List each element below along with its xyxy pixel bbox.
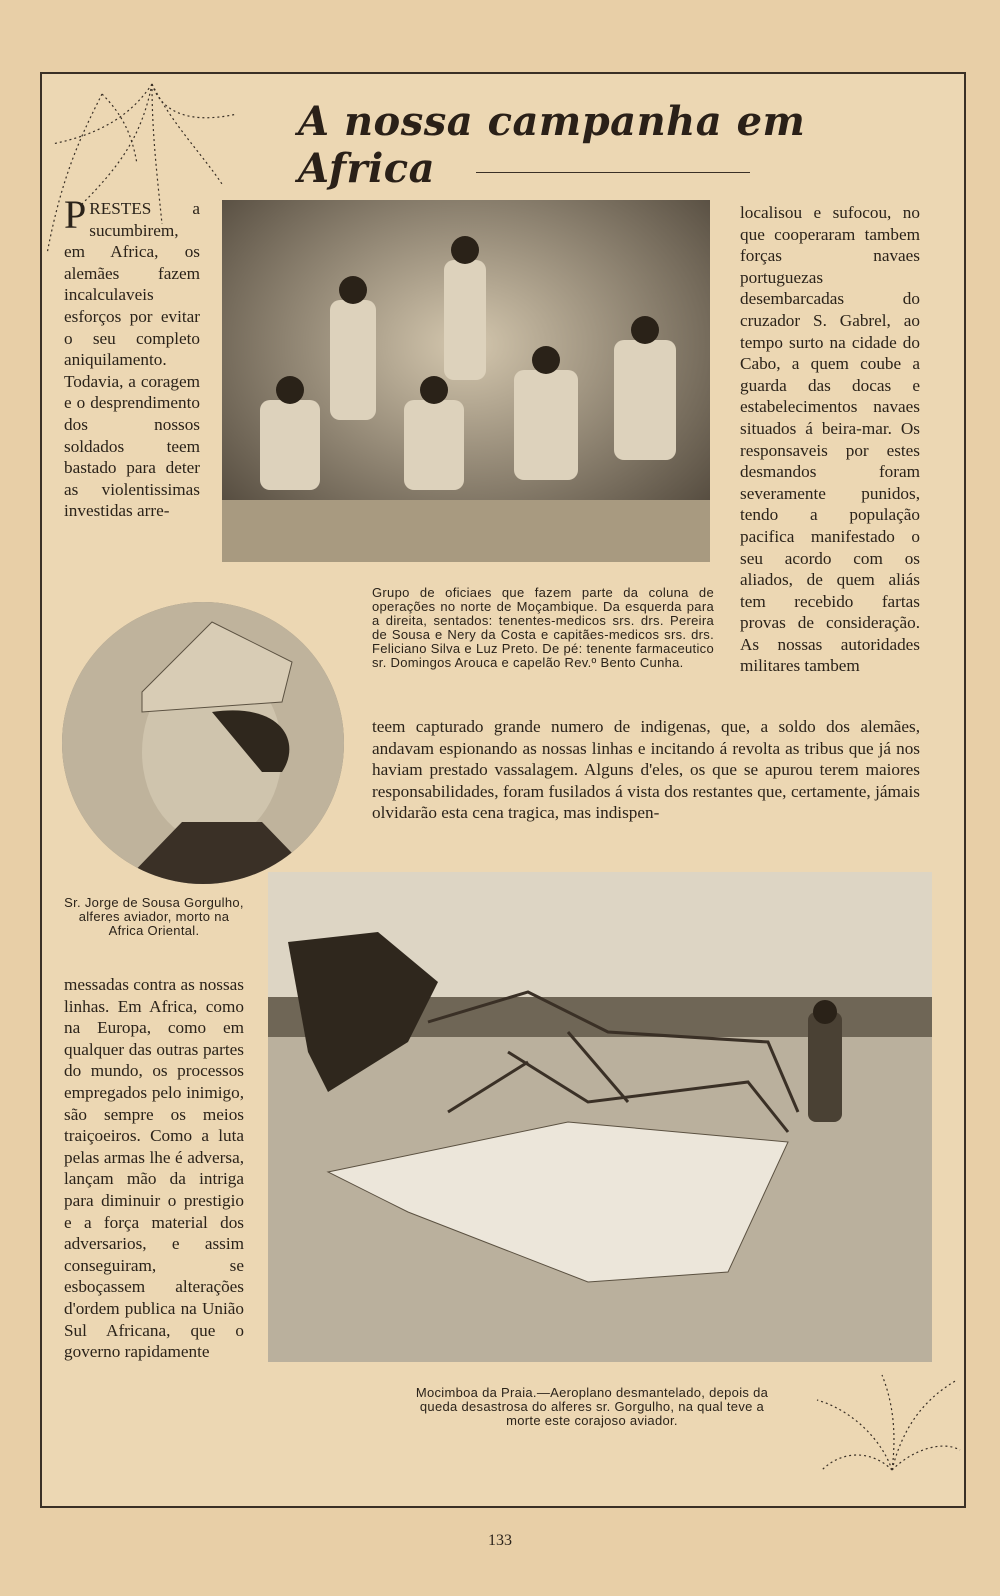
portrait-photo: [62, 602, 344, 884]
article-wide-text: teem capturado grande numero de indigenas, que, a soldo dos alemães, andavam espionando as nossas linhas e incitando á revolta as tribus que já nos haviam prestado vassalagem. Alguns d'eles, os que se apurou terem maiores responsabilidades, foram fusilados á vista dos restantes que, certamente, jámais olvidarão esta cena tragica, mas indispen-: [372, 717, 920, 823]
article-title: A nossa campanha em Africa: [298, 98, 806, 192]
group-photo-caption: Grupo de oficiaes que fazem parte da coluna de operações no norte de Moçambique. Da esquerda para a direita, sentados: tenentes-medicos srs. drs. Pereira de Sousa e Nery da Costa e capitães-medicos srs. drs. Feliciano Silva e Luz Preto. De pé: tenente farmaceutico sr. Domingos Arouca e capelão Rev.º Bento Cunha.: [372, 585, 714, 670]
group-officers-photo: [222, 200, 710, 562]
page-number: 133: [488, 1532, 512, 1549]
portrait-caption: Sr. Jorge de Sousa Gorgulho, alferes aviador, morto na Africa Oriental.: [64, 895, 244, 938]
palm-ornament-icon: [812, 1370, 962, 1480]
article-column-1-bottom: messadas contra as nossas linhas. Em Africa, como na Europa, como em qualquer das outras partes do mundo, os processos empregados pelo inimigo, são sempre os meios traiçoeiros. Como a luta pelas armas lhe é adversa, lançam mão da intriga para diminuir o prestigio e a força material dos adversarios, e assim conseguiram, se esboçassem alterações d'ordem publica na União Sul Africana, que o governo rapidamente: [64, 975, 244, 1362]
title-divider: [476, 172, 750, 173]
crashed-plane-photo: [268, 872, 932, 1362]
article-column-1-top: PRESTES a sucumbirem, em Africa, os alemães fazem incalculaveis esforços por evitar o seu completo aniquilamento. Todavia, a coragem e o desprendimento dos nossos soldados teem bastado para deter as violentissimas investidas arre-: [64, 192, 200, 521]
plane-photo-caption: Mocimboa da Praia.—Aeroplano desmantelado, depois da queda desastrosa do alferes sr. Gorgulho, na qual teve a morte este corajoso aviador.: [415, 1385, 769, 1428]
article-column-3: localisou e sufocou, no que cooperaram tambem forças navaes portuguezas desembarcadas do cruzador S. Gabrel, ao tempo surto na cidade do Cabo, a quem coube a guarda das docas e estabelecimentos navaes situados á beira-mar. Os responsaveis por estes desmandos foram severamente punidos, tendo a população pacifica manifestado o seu acordo com os aliados, de quem aliás tem recebido fartas provas de consideração. As nossas autoridades militares tambem: [740, 203, 920, 676]
